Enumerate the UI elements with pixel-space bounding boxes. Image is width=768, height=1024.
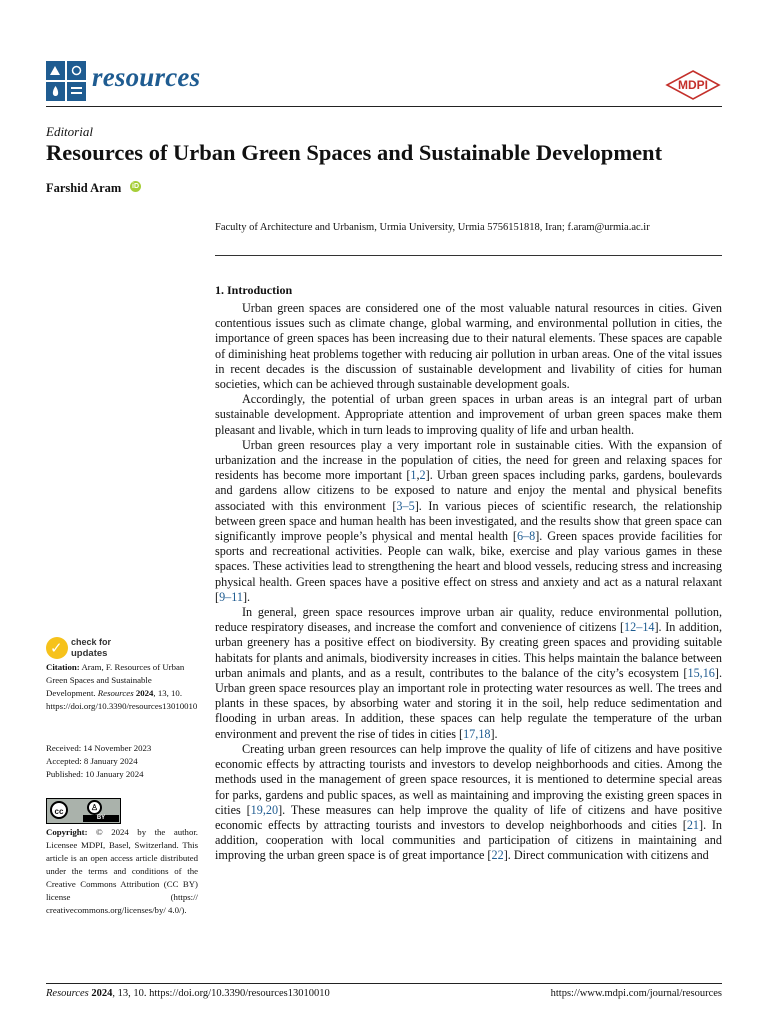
citation-link[interactable]: 9–11 xyxy=(219,589,243,604)
mdpi-logo-icon xyxy=(665,70,721,100)
copyright-notice: Copyright: © 2024 by the author. Licensee MDPI, Basel, Switzerland. This article is an open access article distributed under the terms and conditions of the Creative Commons Attribution (CC BY) license (https:// creativecommons.org/licenses/by/ 4.0/). xyxy=(46,827,199,915)
citation-link[interactable]: 21 xyxy=(686,817,700,832)
check-for-updates-button[interactable]: ✓ check for updates xyxy=(46,637,126,661)
journal-logo-icon xyxy=(46,61,86,101)
author-affiliation: Faculty of Architecture and Urbanism, Urmia University, Urmia 5756151818, Iran; f.aram@urmia.ac.ir xyxy=(215,222,650,233)
citation-link[interactable]: 17,18 xyxy=(463,726,491,741)
affiliation-divider xyxy=(215,255,722,256)
footer-divider xyxy=(46,983,722,984)
section-heading: 1. Introduction xyxy=(215,283,293,297)
orcid-icon[interactable]: iD xyxy=(132,183,139,190)
received-date: Received: 14 November 2023 xyxy=(46,743,152,753)
cc-by-license-icon[interactable]: cc ♙ BY xyxy=(46,798,121,824)
citation-link[interactable]: 1 xyxy=(410,468,417,483)
citation-link[interactable]: 6–8 xyxy=(516,529,536,544)
citation-link[interactable]: 22 xyxy=(491,848,504,863)
paragraph: Urban green resources play a very important role in sustainable cities. With the expansion of urbanization and the increase in the population of cities, the need for green and relaxing spaces for residents has become more important [1,2]. Urban green spaces including parks, gardens, boulevards and gardens allow citizens to be exposed to nature and enjoy the mental and physical benefits associated with this environment [3–5]. In various pieces of scientific research, the relationship between green space and human health has been investigated, and the results show that green space can significantly improve people’s physical and mental health [6–8]. Green spaces provide facilities for sports and recreational activities. People can walk, bike, exercise and play various games in these spaces. These activities lead to strengthening the heart and blood vessels, reducing stress and increasing physical health. Green spaces have a positive effect on stress and anxiety and act as a natural relaxant [9–11]. xyxy=(215,437,723,604)
accepted-date: Accepted: 8 January 2024 xyxy=(46,756,138,766)
footer-citation: Resources 2024, 13, 10. https://doi.org/10.3390/resources13010010 xyxy=(46,988,330,999)
citation-link[interactable]: 3–5 xyxy=(396,498,415,513)
citation-link[interactable]: 19,20 xyxy=(250,802,279,817)
journal-url-link[interactable]: https://www.mdpi.com/journal/resources xyxy=(550,988,722,999)
paragraph: Accordingly, the potential of urban green spaces in urban areas is an integral part of urban sustainable development. Appropriate attention and improvement of urban green spaces make them pleasant and livable, which in turn leads to improving quality of life and urban health. xyxy=(215,392,722,437)
published-date: Published: 10 January 2024 xyxy=(46,769,144,779)
article-title: Resources of Urban Green Spaces and Sustainable Development xyxy=(46,140,663,165)
citation-link[interactable]: 12–14 xyxy=(624,620,655,635)
citation-link[interactable]: 15,16 xyxy=(687,665,715,680)
publisher-logo-text: MDPI xyxy=(678,78,708,92)
paragraph: Urban green spaces are considered one of the most valuable natural resources in cities. Given contentious issues such as climate change, global warming, and environmental pollution in cities, the importance of green spaces has been increasing due to their natural elements. These spaces are capable of diminishing heat problems together with reducing air pollution in urban areas. One of the vital issues in recent decades is the discussion of sustainable development and livability of cities for human societies, which can be achieved through sustainable development goals. xyxy=(215,301,722,392)
paragraph: Creating urban green resources can help improve the quality of life of citizens and have positive economic effects by attracting tourists and investors to develop neighborhoods and cities. Among the methods used in the management of green space resources, it is mentioned to determine special areas for parks, gardens and public spaces, as well as maintaining and improving the existing green spaces in cities [19,20]. These measures can help improve the quality of life of citizens and have positive economic effects by attracting tourists and investors to develop neighborhoods and cities [21]. In addition, cooperation with local communities and participation of citizens in maintaining and improving the urban green space is of great importance [22]. Direct communication with citizens and xyxy=(215,741,723,863)
article-type: Editorial xyxy=(46,124,93,139)
publication-dates xyxy=(46,742,198,781)
citation-link[interactable]: 2 xyxy=(419,468,426,483)
author-name[interactable]: Farshid Aram xyxy=(46,181,122,195)
citation-block: Citation: Aram, F. Resources of Urban Green Spaces and Sustainable Development. Resources 2024, 13, 10. https://doi.org/10.3390/resources13010010 xyxy=(46,662,198,711)
article-body xyxy=(215,301,722,864)
journal-name: resources xyxy=(92,62,201,92)
header-divider xyxy=(46,106,722,107)
paragraph: In general, green space resources improve urban air quality, reduce environmental pollution, reduce respiratory diseases, and increase the comfort and convenience of citizens [12–14]. In addition, urban greenery has a positive effect on biodiversity. By creating green spaces and providing suitable habitats for plants and animals, biodiversity increases in cities. This helps maintain the balance between urban animals and plants, and as a result, contributes to the balance of the city’s ecosystem [15,16]. Urban green space resources play an important role in protecting water resources as well. The trees and plants in these spaces, by absorbing water and storing it in the soil, help reduce sedimentation and flooding in urban areas. In addition, these spaces can help regulate the temperature of the urban environment and prevent the rise of tides in cities [17,18]. xyxy=(215,605,722,741)
